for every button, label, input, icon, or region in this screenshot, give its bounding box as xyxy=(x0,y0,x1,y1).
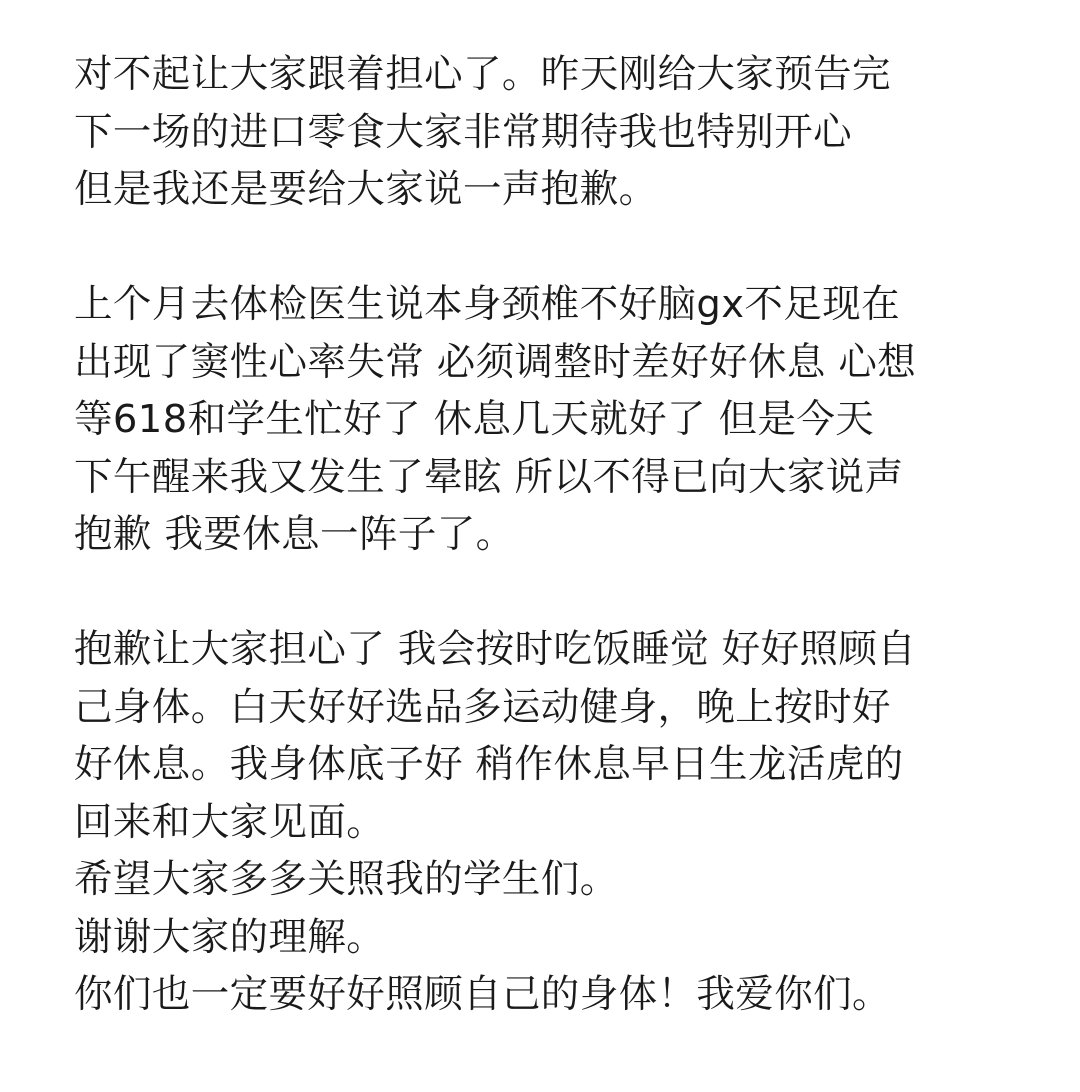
paragraph-gap xyxy=(74,219,1064,277)
paragraph-gap xyxy=(74,564,1064,622)
text-line: 好休息。我身体底子好 稍作休息早日生龙活虎的 xyxy=(74,742,904,787)
text-line: 对不起让大家跟着担心了。昨天刚给大家预告完 xyxy=(74,52,891,97)
text-line: 回来和大家见面。 xyxy=(74,799,386,845)
text-line: 出现了窦性心率失常 必须调整时差好好休息 心想 xyxy=(74,339,917,385)
text-line: 等618和学生忙好了 休息几天就好了 但是今天 xyxy=(74,397,875,442)
text-line: 抱歉让大家担心了 我会按时吃饭睡觉 好好照顾自 xyxy=(74,627,917,672)
text-line: 上个月去体检医生说本身颈椎不好脑gx不足现在 xyxy=(74,282,901,327)
paragraph-1 xyxy=(74,46,1064,219)
text-line: 下一场的进口零食大家非常期待我也特别开心 xyxy=(74,109,853,155)
text-line: 抱歉 我要休息一阵子了。 xyxy=(74,512,515,557)
text-line: 希望大家多多关照我的学生们。 xyxy=(74,857,619,902)
text-line: 你们也一定要好好照顾自己的身体！我爱你们。 xyxy=(74,972,891,1017)
text-line: 己身体。白天好好选品多运动健身，晚上按时好 xyxy=(74,684,891,730)
text-line: 下午醒来我又发生了晕眩 所以不得已向大家说声 xyxy=(74,454,904,500)
text-line: 但是我还是要给大家说一声抱歉。 xyxy=(74,167,658,212)
paragraph-3 xyxy=(74,621,1064,1024)
text-line: 谢谢大家的理解。 xyxy=(74,914,386,960)
note-text-body xyxy=(74,46,1064,1024)
paragraph-2 xyxy=(74,276,1064,564)
